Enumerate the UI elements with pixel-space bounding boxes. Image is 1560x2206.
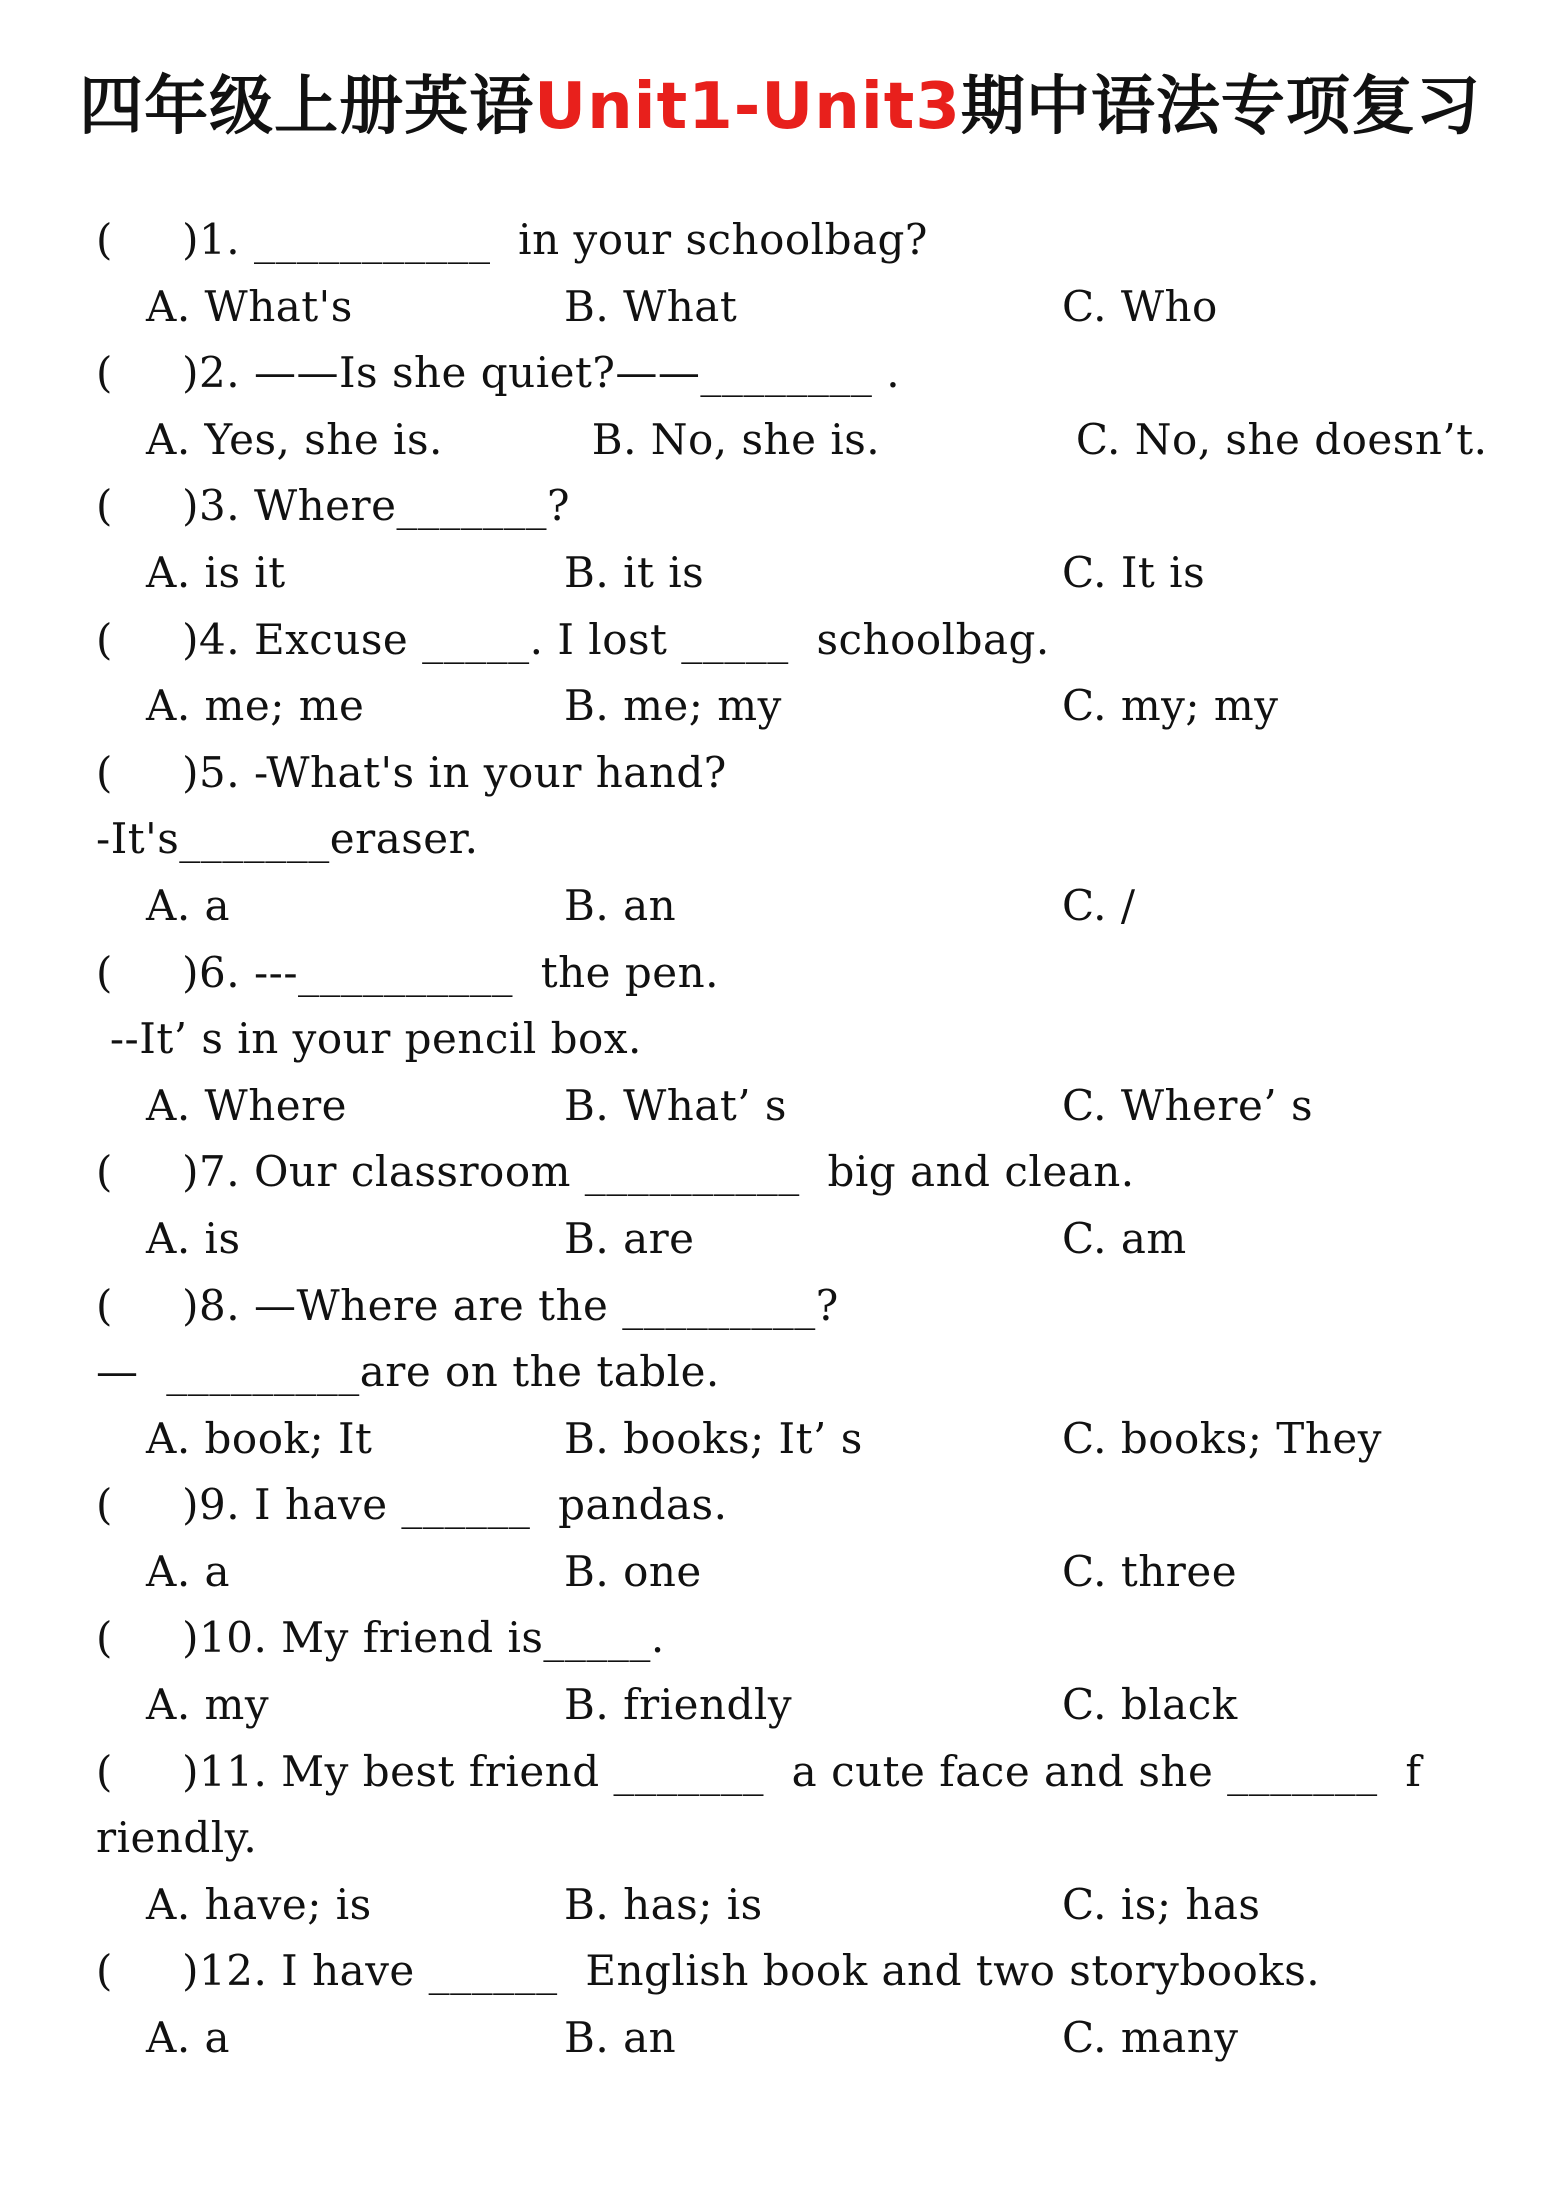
option-c: C. No, she doesn’t. [1062,414,1488,464]
question-line: ( )3. Where_______? [96,481,570,531]
option-a: A. is [146,1213,241,1263]
question-line: ( )9. I have ______ pandas. [96,1480,728,1530]
question-line: -It's_______eraser. [96,814,479,864]
option-a: A. a [146,1546,231,1596]
option-row [96,673,1496,740]
option-row [96,1672,1496,1739]
question-line: ( )7. Our classroom __________ big and clean. [96,1147,1135,1197]
question-line: ( )2. ——Is she quiet?——________ . [96,348,901,398]
option-c: C. Who [1062,281,1218,331]
option-b: B. has; is [564,1879,763,1929]
option-b: B. one [564,1546,702,1596]
option-a: A. have; is [146,1879,372,1929]
option-b: B. No, she is. [564,414,881,464]
page-title [0,62,1560,152]
option-b: B. friendly [564,1680,793,1730]
option-b: B. me; my [564,681,782,731]
question-line: ( )11. My best friend _______ a cute face and she _______ f [96,1746,1422,1796]
question-line: ( )10. My friend is_____. [96,1613,665,1663]
option-b: B. What’ s [564,1080,787,1130]
option-c: C. many [1062,2013,1239,2063]
option-b: B. books; It’ s [564,1413,863,1463]
option-row [96,1406,1496,1473]
option-c: C. books; They [1062,1413,1382,1463]
option-row [96,2005,1496,2072]
option-a: A. a [146,880,231,930]
option-row [96,1206,1496,1273]
question-line: ( )1. ___________ in your schoolbag? [96,215,928,264]
question-line: ( )4. Excuse _____. I lost _____ schoolbag. [96,614,1050,664]
worksheet-body [96,207,1496,2072]
option-c: C. Where’ s [1062,1080,1314,1130]
title-chinese-part-2: 期中语法专项复习 [960,70,1481,144]
question-line: ( )6. ---__________ the pen. [96,947,719,997]
option-row [96,1872,1496,1939]
question-line: ( )5. -What's in your hand? [96,747,727,797]
option-b: B. an [564,880,677,930]
option-a: A. a [146,2013,231,2063]
option-a: A. Where [146,1080,348,1130]
option-row [96,873,1496,940]
option-row [96,1073,1496,1140]
option-c: C. is; has [1062,1879,1261,1929]
option-a: A. my [146,1680,270,1730]
option-c: C. / [1062,880,1136,930]
option-c: C. It is [1062,547,1206,597]
option-a: A. What's [146,281,353,331]
question-line: — _________are on the table. [96,1347,720,1397]
title-chinese-part: 四年级上册英语 [79,70,535,144]
question-line: riendly. [96,1813,258,1863]
option-c: C. black [1062,1680,1238,1730]
option-row [96,1539,1496,1606]
option-row [96,274,1496,341]
option-c: C. am [1062,1213,1187,1263]
option-a: A. is it [146,547,286,597]
title-unit-range: Unit1-Unit3 [534,70,961,144]
option-row [96,407,1496,474]
option-c: C. my; my [1062,681,1279,731]
option-a: A. Yes, she is. [146,414,443,464]
question-line: --It’ s in your pencil box. [96,1014,642,1064]
option-a: A. me; me [146,681,365,731]
option-b: B. it is [564,547,705,597]
option-row [96,540,1496,607]
option-a: A. book; It [146,1413,373,1463]
option-b: B. an [564,2013,677,2063]
question-line: ( )8. —Where are the _________? [96,1280,839,1330]
option-b: B. are [564,1213,695,1263]
option-b: B. What [564,281,738,331]
question-line: ( )12. I have ______ English book and two storybooks. [96,1946,1321,1996]
option-c: C. three [1062,1546,1238,1596]
